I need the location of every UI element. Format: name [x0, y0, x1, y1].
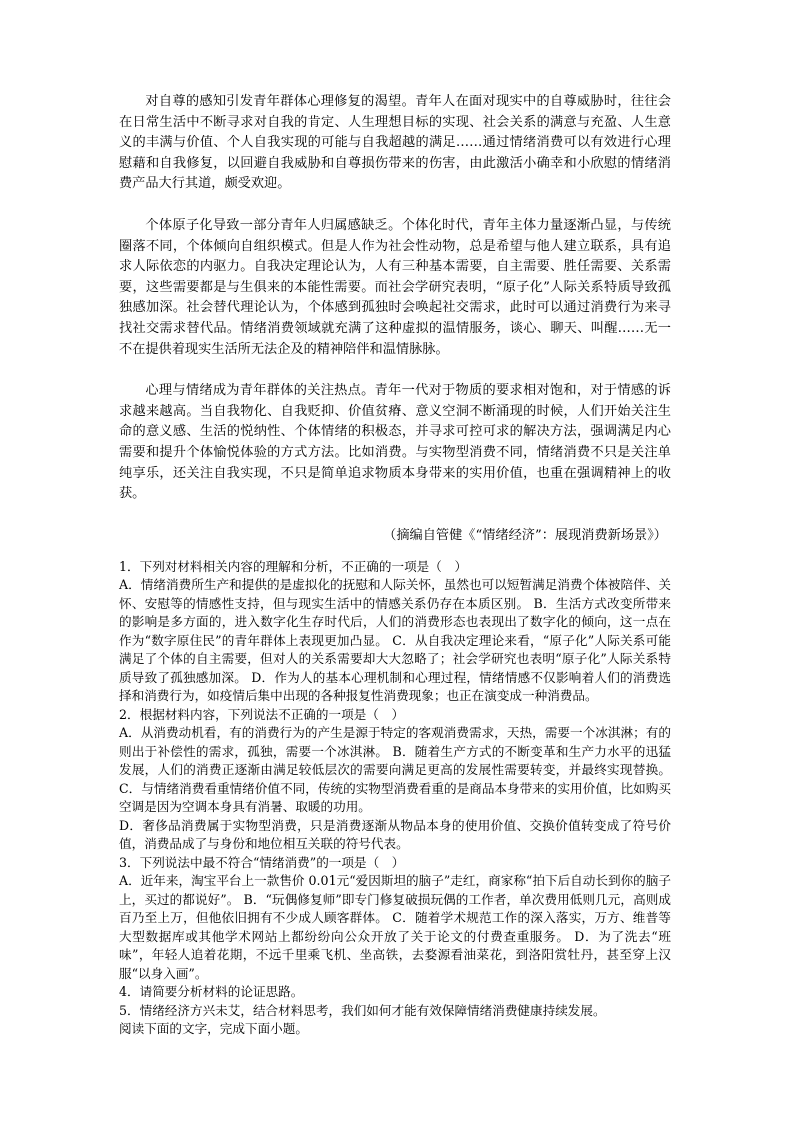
question-1-options: A．情绪消费所生产和提供的是虚拟化的抚慰和人际关怀，虽然也可以短暂满足消费个体被陪伴、关怀、安慰等的情感性支持，但与现实生活中的情感关系仍存在本质区别。 B．生活方式改变所带来的影响是多方面的，进入数字化生存时代后，人们的消费形态也表现出了数字化的倾向，这一点在作为“数字原住民”的青年群体上表现更加凸显。 C．从自我决定理论来看，“原子化”人际关系可能满足了个体的自主需要，但对人的关系需要却大大忽略了；社会学研究也表明“原子化”人际关系特质导致了孤独感加深。 D．作为人的基本心理机制和心理过程，情绪情感不仅影响着人们的消费选择和消费行为，如疫情后集中出现的各种报复性消费现象；也正在演变成一种消费品。 — [119, 577, 671, 704]
question-2-stem: 2．根据材料内容，下列说法不正确的一项是（ ） — [119, 706, 405, 722]
question-3-options: A．近年来，淘宝平台上一款售价 0.01元“爱因斯坦的脑子”走红，商家称“拍下后自动长到你的脑子上，买过的都说好”。 B．“玩偶修复师”即专门修复破损玩偶的工作者，单次费用低则几元，高则成百乃至上万，但他依旧拥有不少成人顾客群体。 C．随着学术规范工作的深入落实，万方、维普等大型数据库或其他学术网站上都纷纷向公众开放了关于论文的付费查重服务。 D．为了洗去“班味”，年轻人追着花期，不远千里乘飞机、坐高铁，去婺源看油菜花，到洛阳赏牡丹，甚至穿上汉服“以身入画”。 — [119, 873, 671, 981]
question-2-options: A．从消费动机看，有的消费行为的产生是源于特定的客观消费需求，天热，需要一个冰淇淋；有的则出于补偿性的需求，孤独，需要一个冰淇淋。 B．随着生产方式的不断变革和生产力水平的迅猛发展，人们的消费正逐渐由满足较低层次的需要向满足更高的发展性需要转变，并最终实现替换。 C．与情绪消费看重情绪价值不同，传统的实物型消费看重的是商品本身带来的实用价值，比如购买空调是因为空调本身具有消暑、取暖的功用。 — [119, 725, 671, 815]
article-source: （摘编自管健《“情绪经济”：展现消费新场景》） — [383, 527, 667, 543]
paragraph-spacer — [119, 505, 671, 526]
question-5: 5．情绪经济方兴未艾，结合材料思考，我们如何才能有效保障情绪消费健康持续发展。 — [119, 1002, 606, 1018]
document-page — [119, 92, 671, 1039]
article-paragraph-1: 对自尊的感知引发青年群体心理修复的渴望。青年人在面对现实中的自尊威胁时，往往会在日常生活中不断寻求对自我的肯定、人生理想目标的实现、社会关系的满意与充盈、人生意义的丰满与价值、个人自我实现的可能与自我超越的满足……通过情绪消费可以有效进行心理慰藉和自我修复，以回避自我威胁和自尊损伤带来的伤害，由此激活小确幸和小欣慰的情绪消费产品大行其道，颇受欢迎。 — [119, 94, 671, 192]
section-spacer — [119, 546, 671, 558]
article-paragraph-3: 心理与情绪成为青年群体的关注热点。青年一代对于物质的要求相对饱和，对于情感的诉求越来越高。当自我物化、自我贬抑、价值贫瘠、意义空洞不断涌现的时候，人们开始关注生命的意义感、生活的悦纳性、个体情绪的积极态，并寻求可控可求的解决方法，强调满足内心需要和提升个体愉悦体验的方式方法。比如消费。与实物型消费不同，情绪消费不只是关注单纯享乐，还关注自我实现，不只是简单追求物质本身带来的实用价值，也重在强调精神上的收获。 — [119, 383, 671, 502]
question-4: 4．请简要分析材料的论证思路。 — [119, 984, 304, 1000]
reading-instruction: 阅读下面的文字，完成下面小题。 — [119, 1021, 308, 1037]
article-paragraph-2: 个体原子化导致一部分青年人归属感缺乏。个体化时代，青年主体力量逐渐凸显，与传统圈落不同，个体倾向自组织模式。但是人作为社会性动物，总是希望与他人建立联系，具有追求人际依恋的内驱力。自我决定理论认为，人有三种基本需要，自主需要、胜任需要、关系需要，这些需要都是与生俱来的本能性需要。而社会学研究表明，“原子化”人际关系特质导致孤独感加深。社会替代理论认为，个体感到孤独时会唤起社交需求，此时可以通过消费行为来寻找社交需求替代品。情绪消费领域就充满了这种虚拟的温情服务，谈心、聊天、叫醒……无一不在提供着现实生活所无法企及的精神陪伴和温情脉脉。 — [119, 217, 671, 357]
question-3-stem: 3．下列说法中最不符合“情绪消费”的一项是（ ） — [119, 854, 405, 870]
question-1-stem: 1．下列对材料相关内容的理解和分析，不正确的一项是（ ） — [119, 558, 468, 574]
paragraph-spacer — [119, 195, 671, 216]
question-2-option-d: D．奢侈品消费属于实物型消费，只是消费逐渐从物品本身的使用价值、交换价值转变成了符号价值，消费品成了与身份和地位相互关联的符号代表。 — [119, 817, 671, 852]
paragraph-spacer — [119, 360, 671, 381]
